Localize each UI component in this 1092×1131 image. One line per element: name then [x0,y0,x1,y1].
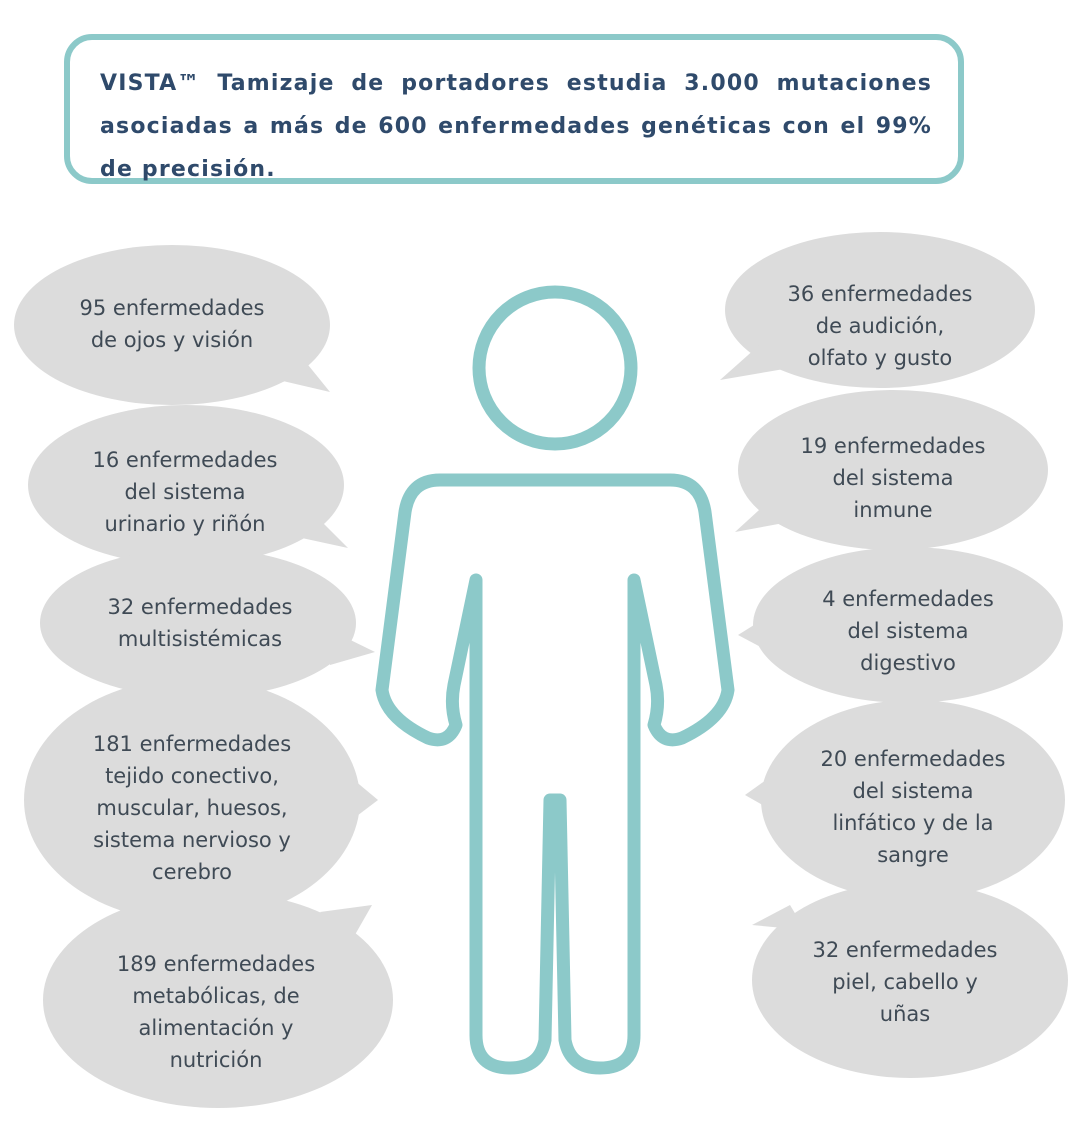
bubble-text-left-1: 95 enfermedades de ojos y visión [79,296,265,352]
bubble-text-right-2: 19 enfermedades del sistema inmune [800,434,986,522]
bubble-text-left-2: 16 enfermedades del sistema urinario y riñón [92,448,278,536]
bubble-text-left-4: 181 enfermedades tejido conectivo, muscular, huesos, sistema nervioso y cerebro [92,732,292,884]
bubble-text-right-3: 4 enfermedades del sistema digestivo [822,587,994,675]
bubble-text-right-5: 32 enfermedades piel, cabello y uñas [812,938,998,1026]
bubble-text-left-3: 32 enfermedades multisistémicas [107,595,293,651]
bubble-text-right-4: 20 enfermedades del sistema linfático y de la sangre [820,747,1006,867]
header-text: VISTA™ Tamizaje de portadores estudia 3.000 mutaciones asociadas a más de 600 enfermedades genéticas con el 99% de precisión. [100,71,932,182]
bubble-text-right-1: 36 enfermedades de audición, olfato y gusto [787,282,973,370]
bubble-text-left-5: 189 enfermedades metabólicas, de alimentación y nutrición [116,952,316,1072]
person-outline-icon [382,292,728,1068]
